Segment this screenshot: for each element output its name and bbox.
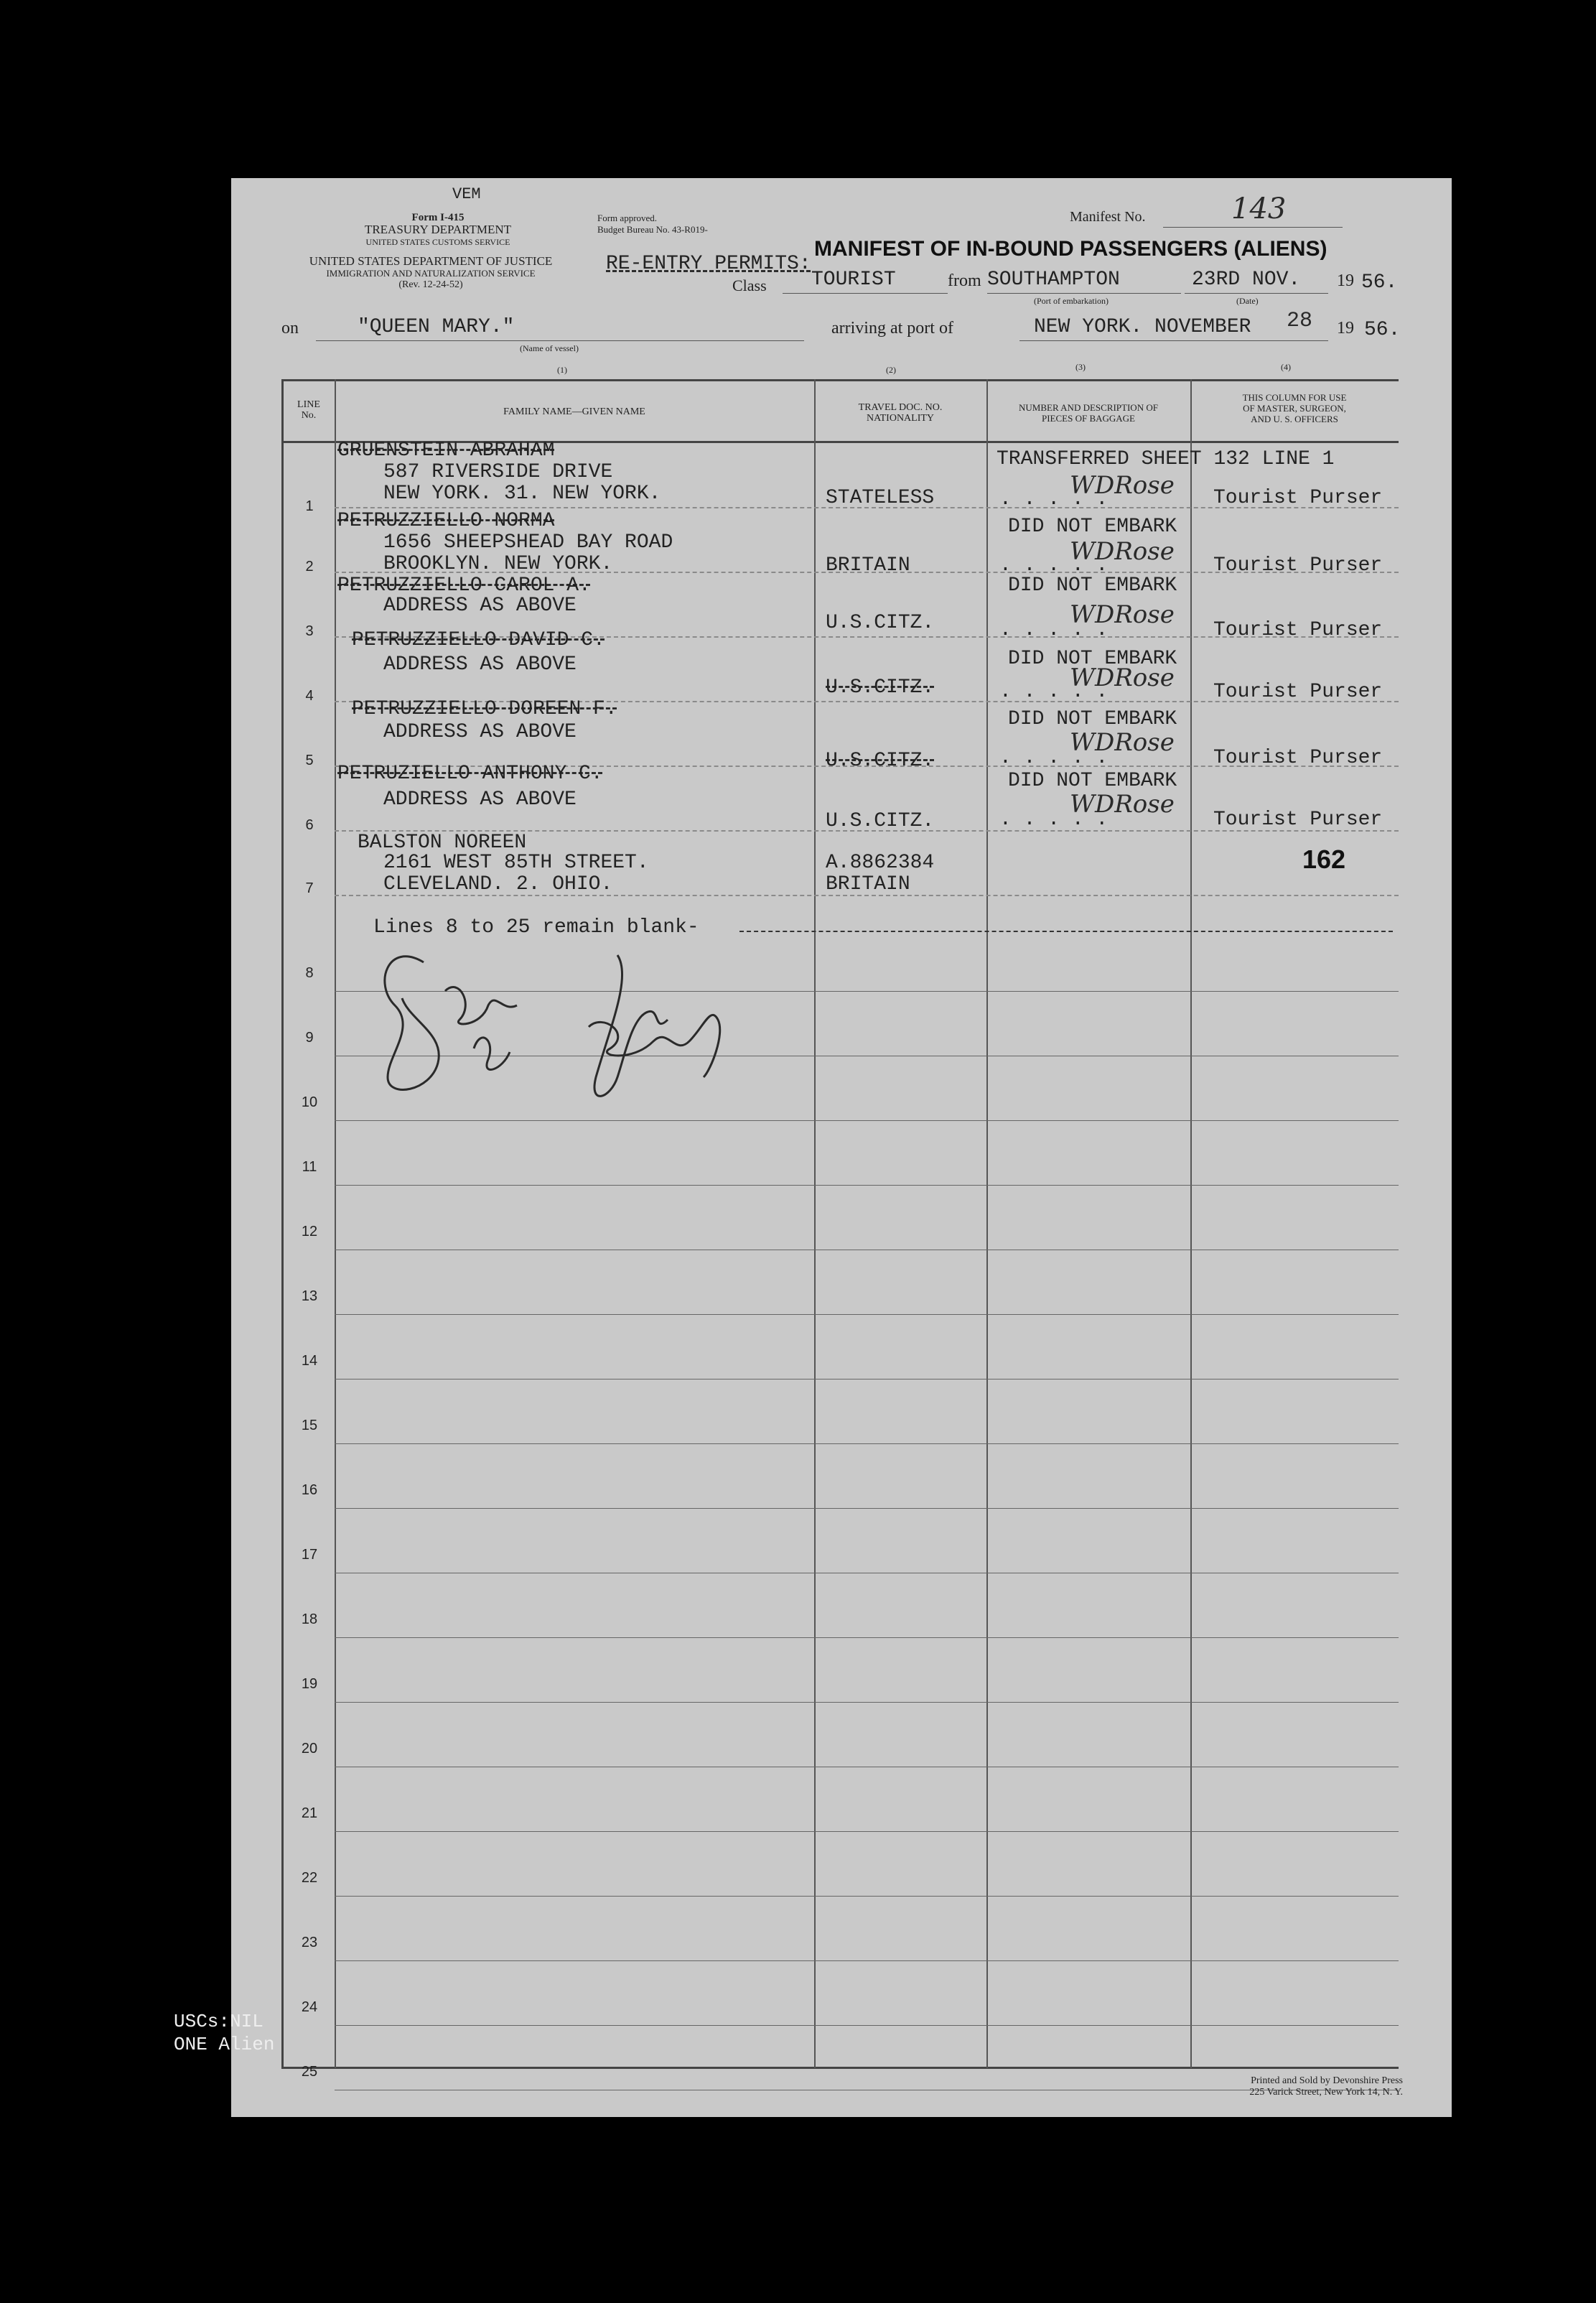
printer-line-1: Printed and Sold by Devonshire Press <box>1251 2075 1403 2086</box>
date-caption: (Date) <box>1236 296 1259 306</box>
form-approved: Form approved. <box>597 213 658 223</box>
passenger-name: PETRUZZIELLO DAVID C. <box>352 629 605 651</box>
line-number: 9 <box>305 1030 314 1046</box>
line-number: 5 <box>305 753 314 768</box>
line-number: 6 <box>305 817 314 833</box>
date-value: 23RD NOV. <box>1192 269 1301 291</box>
arriving-label: arriving at port of <box>831 319 953 338</box>
officer-initials: WDRose <box>1070 790 1175 819</box>
baggage-dots: . . . . . <box>999 809 1109 831</box>
line-number: 7 <box>305 880 314 896</box>
arrival-year: 56. <box>1364 319 1401 341</box>
col-num-3: (3) <box>1075 362 1086 372</box>
officer-note: Tourist Purser <box>1213 619 1383 641</box>
line-number: 25 <box>301 2064 318 2080</box>
header-baggage: NUMBER AND DESCRIPTION OF PIECES OF BAGGAGE <box>1019 402 1158 424</box>
customs-service: UNITED STATES CUSTOMS SERVICE <box>365 237 510 247</box>
baggage-dots: . . . . . <box>999 681 1109 703</box>
officer-note: Tourist Purser <box>1213 747 1383 769</box>
col-sep-line <box>335 379 336 2068</box>
travel-doc: A.8862384 <box>826 852 935 874</box>
line-number: 1 <box>305 498 314 514</box>
line-number: 21 <box>301 1805 318 1821</box>
uscs-note: USCs:NIL <box>174 2011 263 2032</box>
line-number: 20 <box>301 1741 318 1757</box>
baggage-note: DID NOT EMBARK <box>1008 648 1177 670</box>
passenger-address: ADDRESS AS ABOVE <box>383 653 577 676</box>
passenger-name: PETRUZIELLO ANTHONY C. <box>337 763 603 785</box>
travel-doc: U.S.CITZ. <box>826 676 935 699</box>
passenger-address: ADDRESS AS ABOVE <box>383 788 577 811</box>
baggage-note: TRANSFERRED SHEET 132 LINE 1 <box>997 448 1335 470</box>
line-number: 23 <box>301 1935 318 1950</box>
passenger-address: ADDRESS AS ABOVE <box>383 721 577 743</box>
embark-caption: (Port of embarkation) <box>1034 296 1109 306</box>
travel-nationality: BRITAIN <box>826 873 910 895</box>
table-top <box>281 379 1399 381</box>
treasury-dept: TREASURY DEPARTMENT <box>364 223 512 236</box>
captain-signature <box>373 934 775 1120</box>
vessel-caption: (Name of vessel) <box>520 343 579 353</box>
baggage-note: DID NOT EMBARK <box>1008 574 1177 597</box>
manifest-no-label: Manifest No. <box>1070 209 1146 225</box>
passenger-city: BROOKLYN. NEW YORK. <box>383 553 613 575</box>
printer-line-2: 225 Varick Street, New York 14, N. Y. <box>1249 2087 1403 2098</box>
baggage-note: DID NOT EMBARK <box>1008 708 1177 730</box>
on-label: on <box>281 319 299 338</box>
line-number: 16 <box>301 1482 318 1498</box>
arrival-year-prefix: 19 <box>1337 319 1354 338</box>
officer-initials: WDRose <box>1070 471 1175 500</box>
officer-note: Tourist Purser <box>1213 554 1383 577</box>
officer-note: 162 <box>1302 845 1346 874</box>
from-value: SOUTHAMPTON <box>987 269 1120 291</box>
line-number: 24 <box>301 1999 318 2015</box>
from-label: from <box>948 271 981 290</box>
header-officers: THIS COLUMN FOR USE OF MASTER, SURGEON, AND U. S. OFFICERS <box>1242 392 1347 424</box>
table-bottom <box>281 2067 1399 2069</box>
form-number: Form I-415 <box>411 212 465 223</box>
officer-note: Tourist Purser <box>1213 681 1383 703</box>
year-prefix: 19 <box>1337 271 1354 290</box>
passenger-name: GRUENSTEIN ABRAHAM <box>337 439 555 462</box>
officer-note: Tourist Purser <box>1213 809 1383 831</box>
arrival-day: 28 <box>1287 309 1313 333</box>
punch-hole-middle <box>190 1133 225 1169</box>
baggage-dots: . . . . . <box>999 554 1109 577</box>
class-label: Class <box>732 276 767 294</box>
header-line-no: LINE No. <box>297 399 320 421</box>
passenger-name: PETRUZZIELLO DOREEN F. <box>352 698 617 720</box>
col-num-2: (2) <box>886 365 896 375</box>
header-name: FAMILY NAME—GIVEN NAME <box>503 406 645 417</box>
passenger-name: PETRUZZIELLO CAROL A. <box>337 574 591 597</box>
col-num-4: (4) <box>1281 362 1291 372</box>
year-value: 56. <box>1361 271 1398 294</box>
col-sep-doc <box>986 379 988 2068</box>
vessel-name: "QUEEN MARY." <box>358 316 515 338</box>
passenger-address: 2161 WEST 85TH STREET. <box>383 852 649 874</box>
passenger-address: 587 RIVERSIDE DRIVE <box>383 461 613 483</box>
line-number: 10 <box>301 1094 318 1110</box>
arrival-value: NEW YORK. NOVEMBER <box>1034 316 1251 338</box>
line-number: 4 <box>305 688 314 704</box>
passenger-city: NEW YORK. 31. NEW YORK. <box>383 483 661 505</box>
col-sep-name <box>814 379 816 2068</box>
col-num-1: (1) <box>557 365 567 375</box>
manifest-no: 143 <box>1231 192 1287 225</box>
officer-initials: WDRose <box>1070 537 1175 566</box>
blank-lines-note: Lines 8 to 25 remain blank- <box>373 916 699 939</box>
revision: (Rev. 12-24-52) <box>398 279 463 290</box>
vem-mark: VEM <box>452 185 481 203</box>
manifest-title: MANIFEST OF IN-BOUND PASSENGERS (ALIENS) <box>814 237 1327 261</box>
header-travel: TRAVEL DOC. NO. NATIONALITY <box>858 402 943 424</box>
officer-note: Tourist Purser <box>1213 487 1383 509</box>
line-number: 19 <box>301 1676 318 1692</box>
passenger-name: BALSTON NOREEN <box>358 832 527 854</box>
class-value: TOURIST <box>811 269 896 291</box>
baggage-dots: . . . . . <box>999 488 1109 511</box>
line-number: 22 <box>301 1870 318 1886</box>
immigration-service: IMMIGRATION AND NATURALIZATION SERVICE <box>326 268 536 279</box>
passenger-city: CLEVELAND. 2. OHIO. <box>383 873 613 895</box>
officer-initials: WDRose <box>1070 728 1175 757</box>
alien-count-note: ONE Alien <box>174 2034 275 2055</box>
line-number: 13 <box>301 1288 318 1304</box>
table-left <box>281 379 284 2068</box>
line-number: 15 <box>301 1418 318 1433</box>
baggage-dots: . . . . . <box>999 747 1109 769</box>
col-sep-bag <box>1190 379 1192 2068</box>
line-number: 11 <box>302 1159 317 1175</box>
travel-doc: U.S.CITZ. <box>826 810 935 832</box>
travel-doc: BRITAIN <box>826 554 910 577</box>
line-number: 3 <box>305 623 314 639</box>
line-number: 12 <box>301 1224 318 1239</box>
officer-initials: WDRose <box>1070 600 1175 629</box>
travel-doc: U.S.CITZ. <box>826 612 935 634</box>
punch-hole-top <box>190 368 225 404</box>
travel-doc: U.S.CITZ. <box>826 750 935 772</box>
line-number: 8 <box>305 965 314 981</box>
passenger-address: 1656 SHEEPSHEAD BAY ROAD <box>383 531 673 554</box>
travel-doc: STATELESS <box>826 487 935 509</box>
line-number: 18 <box>301 1611 318 1627</box>
baggage-dots: . . . . . <box>999 619 1109 641</box>
budget-bureau: Budget Bureau No. 43-R019- <box>597 224 708 235</box>
line-number: 17 <box>301 1547 318 1563</box>
justice-dept: UNITED STATES DEPARTMENT OF JUSTICE <box>309 254 553 268</box>
punch-hole-bottom <box>190 1903 225 1939</box>
officer-initials: WDRose <box>1070 664 1175 692</box>
line-number: 14 <box>301 1353 318 1369</box>
reentry-permits: RE-ENTRY PERMITS: <box>606 253 811 275</box>
baggage-note: DID NOT EMBARK <box>1008 770 1177 792</box>
passenger-name: PETRUZZIELLO NORMA <box>337 510 555 532</box>
passenger-address: ADDRESS AS ABOVE <box>383 595 577 617</box>
line-number: 2 <box>305 559 314 574</box>
baggage-note: DID NOT EMBARK <box>1008 516 1177 538</box>
